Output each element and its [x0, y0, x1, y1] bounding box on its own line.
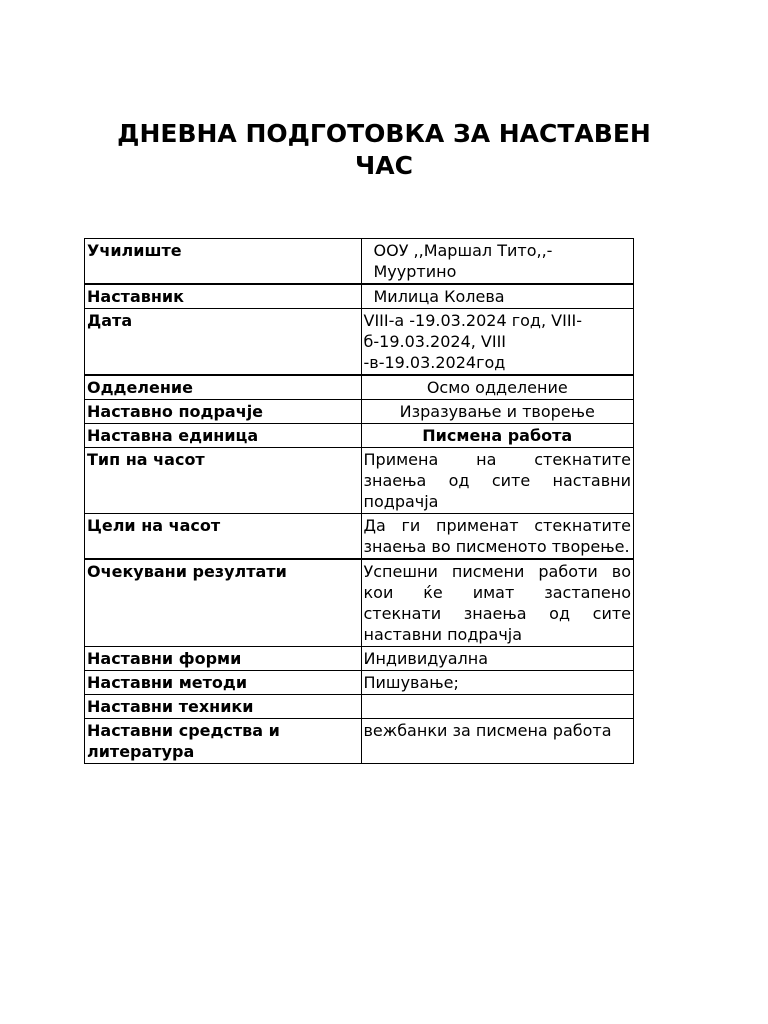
- row-label: Наставни техники: [85, 695, 362, 719]
- row-value: вежбанки за писмена работа: [361, 719, 634, 764]
- table-row-teaching-methods: [85, 671, 634, 695]
- page-title: ДНЕВНА ПОДГОТОВКА ЗА НАСТАВЕН ЧАС: [117, 119, 651, 180]
- table-row-expected-results: [85, 559, 634, 647]
- table-row-teacher: [85, 284, 634, 309]
- table-row-lesson-type: [85, 448, 634, 514]
- table-row-lesson-unit: [85, 424, 634, 448]
- row-value: VIII-a -19.03.2024 год, VIII-б-19.03.2024, VIII -в-19.03.2024год: [361, 309, 634, 376]
- row-label: Цели на часот: [85, 514, 362, 560]
- row-value: Изразување и творење: [361, 400, 634, 424]
- table-row-school: [85, 239, 634, 285]
- row-label: Наставни форми: [85, 647, 362, 671]
- table-row-teaching-techniques: [85, 695, 634, 719]
- row-value: Писмена работа: [361, 424, 634, 448]
- row-label: Дата: [85, 309, 362, 376]
- row-label: Одделение: [85, 375, 362, 400]
- row-value: Милица Колева: [361, 284, 634, 309]
- row-value: Пишување;: [361, 671, 634, 695]
- table-row-teaching-forms: [85, 647, 634, 671]
- row-label: Очекувани резултати: [85, 559, 362, 647]
- row-label: Наставни средства и литература: [85, 719, 362, 764]
- row-label: Тип на часот: [85, 448, 362, 514]
- row-label: Наставни методи: [85, 671, 362, 695]
- row-value: Да ги применат стекнатите знаења во писменото творење.: [361, 514, 634, 560]
- table-row-date: [85, 309, 634, 376]
- row-value: ООУ ,,Маршал Тито,,-Мууртино: [361, 239, 634, 285]
- table-row-teaching-materials: [85, 719, 634, 764]
- row-value: Индивидуална: [361, 647, 634, 671]
- table-row-lesson-goals: [85, 514, 634, 560]
- row-value: [361, 695, 634, 719]
- lesson-plan-table: [84, 238, 634, 764]
- row-label: Наставна единица: [85, 424, 362, 448]
- row-value: Успешни писмени работи во кои ќе имат застапено стекнати знаења од сите наставни подрачја: [361, 559, 634, 647]
- row-value: Примена на стекнатите знаења од сите наставни подрачја: [361, 448, 634, 514]
- row-label: Наставник: [85, 284, 362, 309]
- table-row-subject-area: [85, 400, 634, 424]
- table-row-grade: [85, 375, 634, 400]
- row-label: Наставно подрачје: [85, 400, 362, 424]
- row-label: Училиште: [85, 239, 362, 285]
- row-value: Осмо одделение: [361, 375, 634, 400]
